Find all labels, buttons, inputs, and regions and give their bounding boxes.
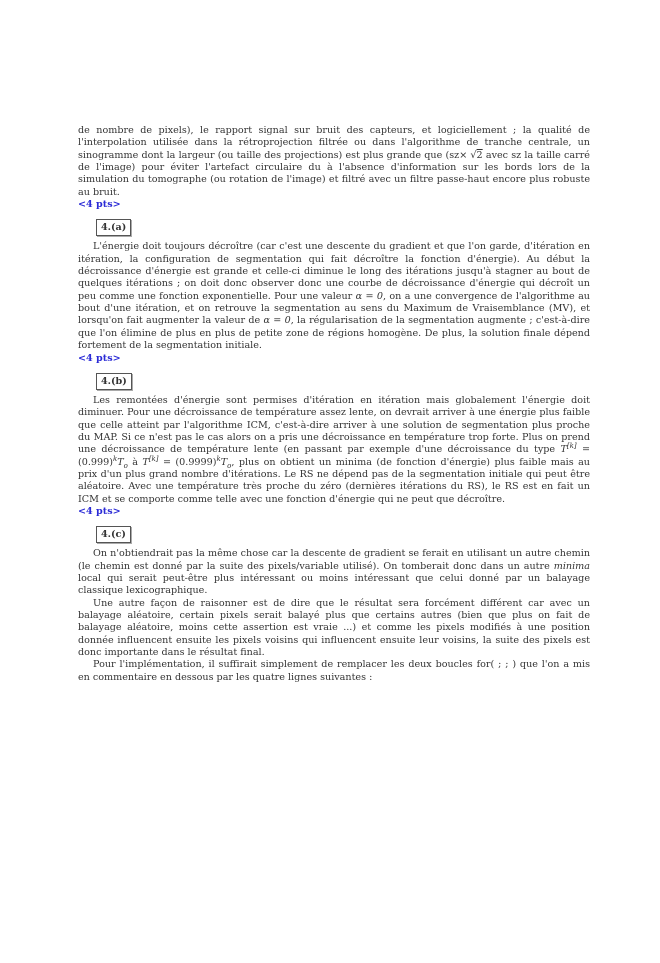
formula-2-exp: k (216, 454, 221, 463)
formula-2-rhs: T (220, 456, 228, 468)
formula-2-mid: = (0.9999) (158, 456, 217, 468)
answer-4a-text-1: L'énergie doit toujours décroître (car c'est une descente du gradient et que l'on garde, d'itération en itération, la configuration de segmentation qui fait décroître la fonction d'énergie). Au début la décroissance d'énergie est grande et celle-ci diminue le long des itérations jusqu'à stagner au bout de quelques itérations ; on doit donc observer donc une courbe de décroissance d'énergie qui décroît un peu comme une fonction exponentielle. Pour une valeur (78, 241, 590, 302)
answer-4c-text-1b: local qui serait peut-être plus intéressant ou moins intéressant que celui donné par un balayage classique lexicographique. (78, 572, 590, 597)
question-label-4b: 4.(b) (96, 373, 132, 390)
answer-4c-paragraph-2: Une autre façon de raisonner est de dire que le résultat sera forcément différent car avec un balayage aléatoire, certain pixels serait balayé plus que certains autres (bien que plus on fait de balayage aléatoire, moins cette assertion est vraie ...) et comme les pixels modifiés à une position donnée influencent ensuite les pixels voisins qui influencent ensuite leur voisins, la suite des pixels est donc importante dans le résultat final. (78, 597, 590, 659)
answer-4b-paragraph (78, 395, 590, 506)
answer-4c-emphasis: minima (553, 560, 590, 572)
alpha-equation-1: α = 0 (355, 290, 383, 302)
formula-1-sub: o (123, 461, 128, 470)
intro-text-1: de nombre de pixels), le rapport signal sur bruit des capteurs, et logiciellement ; la qualité de l'interpolation utilisée dans la rétroprojection filtrée ou dans l'algorithme de tranche centrale, un sinogramme dont la largeur (ou taille des projections) est plus grande que (sz× (78, 125, 590, 161)
formula-2-lhs: T (142, 456, 149, 468)
sqrt-symbol: √ (470, 149, 477, 161)
answer-4b-text-2: , plus on obtient un minima (de fonction d'énergie) plus faible mais au prix d'un plus grand nombre d'itérations. Le RS ne dépend pas de la segmentation initiale qui peut être aléatoire. Avec une température très proche du zéro (dernières itérations du RS), le RS est en fait un ICM et se comporte comme telle avec une fonction d'énergie qui ne peut que décroître. (78, 456, 590, 505)
formula-1-rhs: T (117, 456, 124, 468)
formula-connector: à (127, 456, 143, 468)
sqrt-argument: 2 (476, 149, 483, 161)
answer-4b-text-1: Les remontées d'énergie sont permises d'itération en itération mais globalement l'énergie doit diminuer. Pour une décroissance de température assez lente, on devrait arriver à une énergie plus faible que celle atteint par l'algorithme ICM, c'est-à-dire arriver à une solution de segmentation plus proche du MAP. Si ce n'est pas le cas alors on a pris une décroissance en température trop forte. Plus on prend une décroissance de température lente (en passant par exemple d'une décroissance du type (78, 394, 590, 456)
formula-1-sup: [k] (566, 442, 577, 451)
question-label-4a: 4.(a) (96, 219, 131, 236)
answer-4a-paragraph (78, 241, 590, 352)
answer-4c-paragraph-3: Pour l'implémentation, il suffirait simplement de remplacer les deux boucles for( ; ; ) que l'on a mis en commentaire en dessous par les quatre lignes suivantes : (78, 659, 590, 683)
answer-4a-text-2: , on a une convergence de l'algorithme au bout d'une itération, et on retrouve la segmentation au sens du Maximum de Vraisemblance (MV), et lorsqu'on fait augmenter la valeur de (78, 290, 590, 327)
intro-text-2: avec sz la taille carré de l'image) pour éviter l'artefact circulaire du à l'absence d'information sur les bords lors de la simulation du tomographe (ou rotation de l'image) et filtré avec un filtre passe-haut encore plus robuste au bruit. (78, 149, 590, 198)
formula-1-lhs: T (560, 444, 567, 456)
points-badge-4a: <4 pts> (78, 352, 121, 364)
formula-1-mid: = (0.999) (78, 444, 590, 468)
answer-4c-text-1a: On n'obtiendrait pas la même chose car la descente de gradient se ferait en utilisant un autre chemin (le chemin est donné par la suite des pixels/variable utilisé). On tomberait donc dans un autre (78, 548, 590, 572)
formula-2 (142, 454, 232, 470)
answer-4a-text-3: , la régularisation de la segmentation augmente ; c'est-à-dire que l'on élimine de plus en plus de petite zone de régions homogène. De plus, la solution finale dépend fortement de la segmentation initiale. (78, 315, 590, 352)
points-badge-4b: <4 pts> (78, 505, 121, 517)
answer-4c-paragraph-1 (78, 548, 590, 597)
question-label-4c: 4.(c) (96, 526, 131, 543)
formula-2-sup: [k] (148, 454, 159, 463)
formula-1-exp: k (112, 454, 118, 463)
formula-2-sub: o (227, 461, 232, 470)
alpha-equation-2: α = 0 (263, 315, 291, 327)
document-page (78, 125, 590, 684)
intro-paragraph (78, 125, 590, 199)
points-badge-intro: <4 pts> (78, 199, 121, 211)
